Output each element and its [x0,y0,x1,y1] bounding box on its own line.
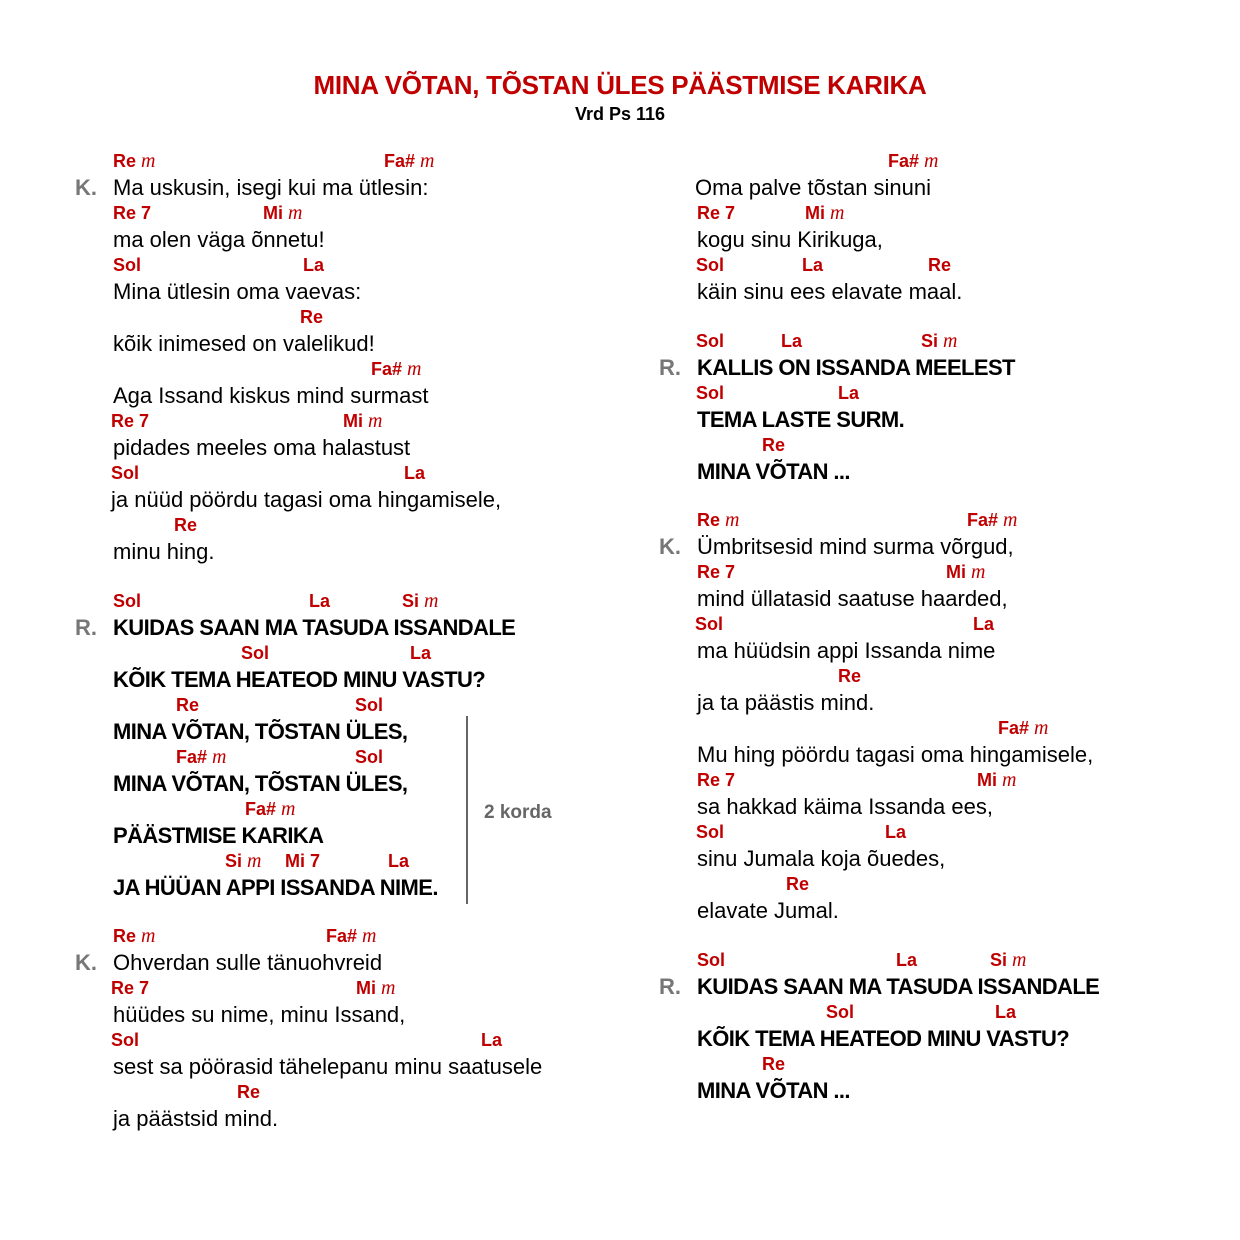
chord: Re [237,1082,261,1102]
chord: Re [786,874,810,894]
lyric-line: ma olen väga õnnetu! [113,227,325,252]
chord: Sol [697,950,726,970]
chord: Sol [111,1030,140,1050]
chord: Sol [111,463,140,483]
chord: Mi m [356,977,396,999]
chord: La [481,1030,503,1050]
chord: La [388,851,410,871]
chord: La [896,950,918,970]
lyric-line: Mina ütlesin oma vaevas: [113,279,362,304]
chord: La [802,255,824,275]
lyric-line: ja nüüd pöördu tagasi oma hingamisele, [111,487,502,512]
refrain-line: PÄÄSTMISE KARIKA [113,823,324,848]
chord: Mi m [805,202,845,224]
lyric-line: kõik inimesed on valelikud! [113,331,375,356]
chord: Mi m [263,202,303,224]
verse-marker: K. [75,175,97,200]
chord: Si m [990,949,1027,971]
lyric-line: Ümbritsesid mind surma võrgud, [697,534,1014,559]
lyric-line: sest sa pöörasid tähelepanu minu saatusele [113,1054,543,1079]
chord: Fa# m [245,798,296,820]
refrain-line: MINA VÕTAN ... [697,1078,850,1103]
lyric-line: Oma palve tõstan sinuni [695,175,932,200]
refrain-line: JA HÜÜAN APPI ISSANDA NIME. [113,875,438,900]
repeat-label: 2 korda [484,802,552,823]
song-subtitle: Vrd Ps 116 [574,104,666,124]
chord: Fa# m [967,509,1018,531]
chord: Sol [696,255,725,275]
chord: Sol [696,822,725,842]
repeat-bracket [466,716,468,904]
chord: Re 7 [697,203,736,223]
lyric-line: sinu Jumala koja õuedes, [697,846,946,871]
chord: La [973,614,995,634]
chord: Re [176,695,200,715]
chord: Re 7 [111,978,150,998]
refrain-line: KUIDAS SAAN MA TASUDA ISSANDALE [113,615,516,640]
refrain-marker: R. [75,615,97,640]
chord: La [404,463,426,483]
chord: Fa# m [371,358,422,380]
verse-marker: K. [659,534,681,559]
chord: Sol [113,591,142,611]
chord: Mi m [977,769,1017,791]
refrain-line: KALLIS ON ISSANDA MEELEST [697,355,1015,380]
lyric-line: käin sinu ees elavate maal. [697,279,963,304]
refrain-line: KÕIK TEMA HEATEOD MINU VASTU? [697,1026,1070,1051]
chord: Mi m [343,410,383,432]
refrain-line: MINA VÕTAN, TÕSTAN ÜLES, [113,771,408,796]
chord: Fa# m [326,925,377,947]
refrain-line: MINA VÕTAN ... [697,459,850,484]
chord: Mi 7 [285,851,321,871]
chord: Sol [241,643,270,663]
refrain-line: TEMA LASTE SURM. [697,407,905,432]
lyric-line: Ohverdan sulle tänuohvreid [113,950,383,975]
chord: Si m [225,850,262,872]
lyric-line: hüüdes su nime, minu Issand, [113,1002,406,1027]
lyric-line: kogu sinu Kirikuga, [697,227,883,252]
chord: La [885,822,907,842]
chord: Sol [113,255,142,275]
chord: Sol [826,1002,855,1022]
chord: Mi m [946,561,986,583]
lyric-line: ja päästsid mind. [113,1106,279,1131]
chord: Sol [696,331,725,351]
lyric-line: ja ta päästis mind. [697,690,875,715]
chord: Sol [355,747,384,767]
chord: Sol [695,614,724,634]
chord: Re m [113,925,156,947]
refrain-marker: R. [659,355,681,380]
chord: Re 7 [697,770,736,790]
lyric-line: Ma uskusin, isegi kui ma ütlesin: [113,175,429,200]
chord: La [995,1002,1017,1022]
chord: Re m [697,509,740,531]
chord: Re 7 [113,203,152,223]
refrain-marker: R. [659,974,681,999]
refrain-line: KUIDAS SAAN MA TASUDA ISSANDALE [697,974,1100,999]
lyric-line: Aga Issand kiskus mind surmast [113,383,429,408]
chord: Re [928,255,952,275]
song-title: MINA VÕTAN, TÕSTAN ÜLES PÄÄSTMISE KARIKA [313,70,927,100]
chord: La [410,643,432,663]
chord: Si m [921,330,958,352]
lyric-line: Mu hing pöördu tagasi oma hingamisele, [697,742,1094,767]
chord: Fa# m [998,717,1049,739]
chord: La [838,383,860,403]
chord: Fa# m [176,746,227,768]
lyric-line: elavate Jumal. [697,898,839,923]
chord: La [303,255,325,275]
lyric-line: minu hing. [113,539,215,564]
chord: Re [174,515,198,535]
chord: Re [300,307,324,327]
chord: Re 7 [111,411,150,431]
refrain-line: KÕIK TEMA HEATEOD MINU VASTU? [113,667,486,692]
chord: Re [762,435,786,455]
chord: Sol [696,383,725,403]
chord: La [781,331,803,351]
chord: Fa# m [384,150,435,172]
chord: Sol [355,695,384,715]
lyric-line: pidades meeles oma halastust [113,435,411,460]
lyric-line: mind üllatasid saatuse haarded, [697,586,1008,611]
lyric-line: ma hüüdsin appi Issanda nime [697,638,996,663]
chord: Re [762,1054,786,1074]
lyric-line: sa hakkad käima Issanda ees, [697,794,993,819]
chord: La [309,591,331,611]
chord: Si m [402,590,439,612]
chord: Re 7 [697,562,736,582]
chord: Re [838,666,862,686]
chord: Re m [113,150,156,172]
refrain-line: MINA VÕTAN, TÕSTAN ÜLES, [113,719,408,744]
verse-marker: K. [75,950,97,975]
chord: Fa# m [888,150,939,172]
